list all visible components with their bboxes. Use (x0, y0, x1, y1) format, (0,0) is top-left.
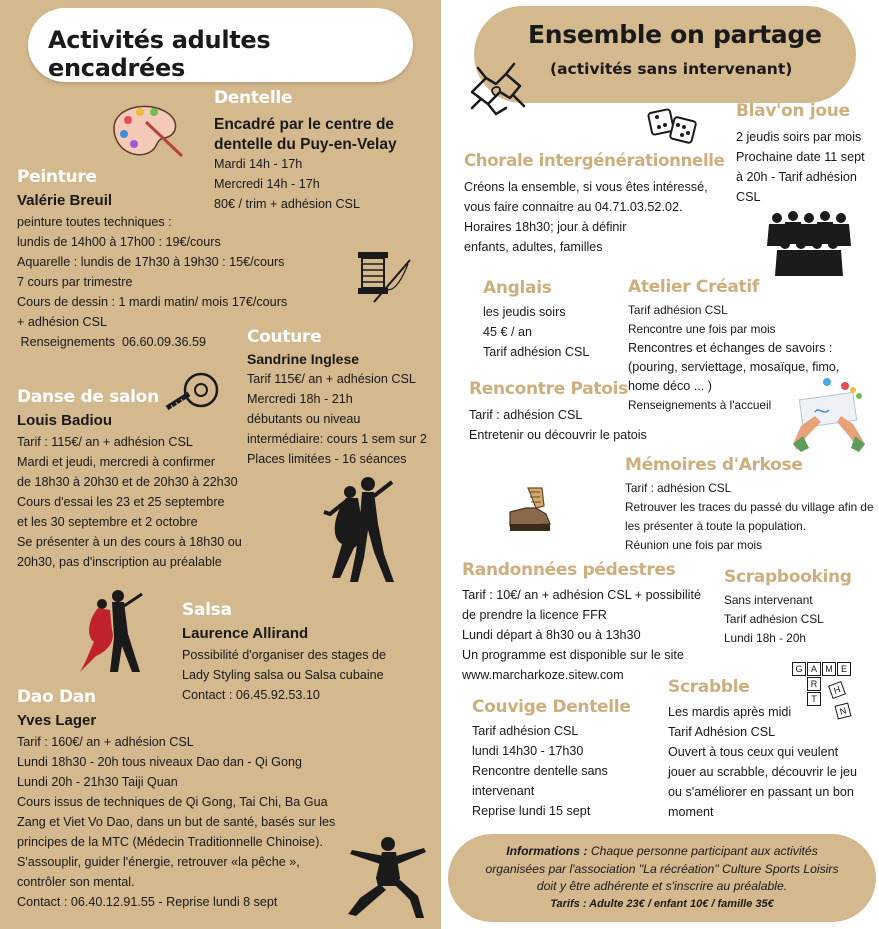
scrabble-tile: G (792, 662, 806, 676)
dentelle-details: Mardi 14h - 17h Mercredi 14h - 17h 80€ / trim + adhésion CSL (214, 157, 360, 211)
scrabble-tile: M (822, 662, 836, 676)
couture-heading: Couture (247, 327, 322, 347)
salsa-details: Possibilité d'organiser des stages de Lady Styling salsa ou Salsa cubaine Contact : 06.45.92.53.10 (182, 648, 387, 702)
memoires-details: Tarif : adhésion CSL Retrouver les traces du passé du village afin de les présenter à toute la population. Réunion une fois par mois (625, 481, 874, 552)
choir-crowd-icon (765, 210, 851, 278)
right-title: Ensemble on partage (528, 20, 822, 49)
blavon-details: 2 jeudis soirs par mois Prochaine date 11 sept à 20h - Tarif adhésion CSL (736, 130, 865, 204)
palette-icon (106, 98, 186, 162)
info-box (448, 834, 876, 922)
left-title-banner (28, 8, 413, 82)
dao-dan-heading: Dao Dan (17, 687, 96, 707)
scrabble-tile: H (828, 681, 846, 699)
couture-details: Tarif 115€/ an + adhésion CSL Mercredi 18h - 21h débutants ou niveau intermédiaire: cours 1 sem sur 2 Places limitées - 16 séances (247, 372, 427, 466)
thread-spool-icon (352, 244, 414, 306)
couture-teacher: Sandrine Inglese (247, 351, 360, 367)
helping-hands-icon (466, 58, 530, 122)
peinture-teacher: Valérie Breuil (17, 192, 113, 209)
scrapbooking-details: Sans intervenant Tarif adhésion CSL Lundi 18h - 20h (724, 593, 824, 645)
peinture-heading: Peinture (17, 167, 97, 187)
salsa-teacher: Laurence Allirand (182, 625, 309, 642)
dao-dan-details: Tarif : 160€/ an + adhésion CSL Lundi 18h30 - 20h tous niveaux Dao dan - Qi Gong Lundi 20h - 21h30 Taiji Quan Cours issus de techniques de Qi Gong, Tai Chi, Ba Gua Zang et Viet Vo Dao, dans un but de santé, basés sur les principes de la MTC (Médecin Traditionnelle Chinoise). S'assouplir, guider l'énergie, retrouver «la pêche », contrôler son mental. Contact : 06.40.12.91.55 - Reprise lundi 8 sept (17, 735, 336, 909)
scrabble-tile: N (835, 703, 852, 720)
left-title: Activités adultes encadrées (48, 26, 271, 82)
martial-arts-icon (344, 834, 430, 920)
scrabble-heading: Scrabble (668, 677, 750, 697)
right-subtitle: (activités sans intervenant) (550, 60, 793, 78)
info-line-1: Informations : Chaque personne participant aux activités (506, 844, 818, 858)
danse-teacher: Louis Badiou (17, 412, 112, 429)
dentelle-heading: Dentelle (214, 88, 293, 108)
info-tarifs: Tarifs : Adulte 23€ / enfant 10€ / famille 35€ (550, 897, 774, 910)
scrabble-tile: E (837, 662, 851, 676)
crafting-hands-icon (793, 376, 867, 452)
chorale-heading: Chorale intergénérationnelle (464, 151, 725, 170)
couvige-details: Tarif adhésion CSL lundi 14h30 - 17h30 Rencontre dentelle sans intervenant Reprise lundi 15 sept (472, 724, 608, 818)
info-line-3: doit y être adhérente et s'inscrire au préalable. (536, 879, 788, 893)
danse-heading: Danse de salon (17, 387, 159, 407)
dancing-couple-icon (310, 474, 400, 586)
dice-icon (646, 105, 700, 147)
salsa-heading: Salsa (182, 600, 232, 620)
patois-details: Tarif : adhésion CSL Entretenir ou découvrir le patois (469, 408, 647, 442)
info-line-2: organisées par l'association "La récréation" Culture Sports Loisirs (485, 861, 839, 876)
randonnees-details: Tarif : 10€/ an + adhésion CSL + possibilité de prendre la licence FFR Lundi départ à 8h30 ou à 13h30 Un programme est disponible sur le site www.marcharkoze.sitew.com (462, 588, 701, 682)
anglais-heading: Anglais (483, 278, 552, 298)
right-title-banner (474, 6, 856, 103)
scrabble-tile: T (807, 692, 821, 706)
salsa-dancers-icon (78, 590, 146, 676)
measuring-tape-icon (165, 372, 223, 412)
dao-dan-teacher: Yves Lager (17, 712, 97, 729)
patois-heading: Rencontre Patois (469, 379, 628, 399)
blavon-heading: Blav'on joue (736, 101, 850, 121)
couvige-heading: Couvige Dentelle (472, 697, 631, 717)
atelier-heading: Atelier Créatif (628, 277, 760, 297)
chorale-details: Créons la ensemble, si vous êtes intéressé, vous faire connaitre au 04.71.03.52.02. Horaires 18h30; jour à définir enfants, adultes, familles (464, 180, 708, 254)
scrapbooking-heading: Scrapbooking (724, 567, 852, 587)
dentelle-subtitle: Encadré par le centre de dentelle du Puy-en-Velay (214, 116, 397, 153)
peinture-details: peinture toutes techniques : lundis de 14h00 à 17h00 : 19€/cours Aquarelle : lundis de 17h30 à 19h30 : 15€/cours 7 cours par trimestre Cours de dessin : 1 mardi matin/ mois 17€/cours + adhésion CSL Renseignements 06.60.09.36.59 (17, 215, 288, 349)
scrabble-details: Les mardis après midi Tarif Adhésion CSL Ouvert à tous ceux qui veulent jouer au scrabble, découvrir le jeu ou s'améliorer en passant un bon moment (668, 705, 858, 819)
scrabble-tile: A (807, 662, 821, 676)
memoires-heading: Mémoires d'Arkose (625, 455, 803, 475)
danse-details: Tarif : 115€/ an + adhésion CSL Mardi et jeudi, mercredi à confirmer de 18h30 à 20h30 et de 20h30 à 22h30 Cours d'essai les 23 et 25 septembre et les 30 septembre et 2 octobre Se présenter à un des cours à 18h30 ou 20h30, pas d'inscription au préalable (17, 435, 242, 569)
anglais-details: les jeudis soirs 45 € / an Tarif adhésion CSL (483, 305, 590, 359)
hiking-boot-icon (506, 486, 554, 534)
randonnees-heading: Randonnées pédestres (462, 560, 676, 580)
scrabble-tile: R (807, 677, 821, 691)
atelier-details: Tarif adhésion CSL Rencontre une fois par mois Rencontres et échanges de savoirs : (pouring, serviettage, mosaïque, fimo, home déco ... ) Renseignements à l'accueil (628, 303, 840, 412)
